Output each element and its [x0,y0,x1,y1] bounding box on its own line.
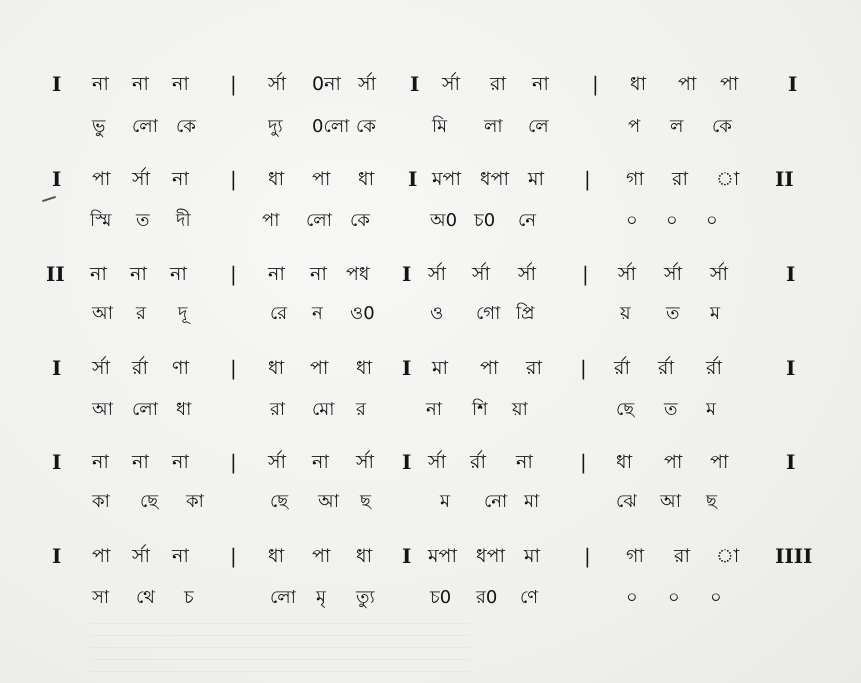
swara-note: পা [92,545,111,567]
swara-note: না [92,73,109,95]
lyric-syllable: দী [176,210,191,231]
lyric-syllable: চ0 [474,210,496,231]
bar-line: II [775,167,794,191]
lyric-syllable: সা [92,587,110,608]
swara-note: র্রা [614,357,630,379]
swara-note: পা [310,357,329,379]
bar-line: I [402,262,412,286]
swara-note: না [172,545,189,567]
swara-note: ধা [358,168,375,190]
lyric-syllable: প্রি [516,303,535,324]
bar-line: I [52,450,62,474]
swara-note: ধা [268,168,285,190]
lyric-syllable: ত [136,210,150,231]
lyric-syllable: না [426,399,442,420]
swara-note: না [172,168,189,190]
swara-note: গা [626,545,644,567]
lyric-syllable: রে [270,303,288,324]
swara-note: পা [710,451,729,473]
swara-note: র্সা [356,451,375,473]
beat-divider: | [580,450,587,474]
lyric-syllable: রা [270,399,286,420]
lyric-syllable: দ্যু [268,116,283,137]
lyric-syllable: মি [432,116,448,137]
swara-note: মা [528,168,545,190]
beat-divider: | [230,450,237,474]
swara-note: ধা [630,73,647,95]
swara-note: পা [312,545,331,567]
lyric-syllable: অ0 [430,210,458,231]
lyric-syllable: আ [660,491,681,512]
swara-note: রা [526,357,542,379]
swara-note: পা [92,168,111,190]
lyric-syllable: ০ [626,210,638,231]
lyric-syllable: আ [92,303,113,324]
swara-note: ধা [268,545,285,567]
lyric-syllable: মা [524,491,540,512]
bar-line: II [46,262,65,286]
swara-note: মপা [428,545,457,567]
beat-divider: | [580,356,587,380]
swara-note: পা [678,73,697,95]
lyric-syllable: লো [306,210,332,231]
lyric-syllable: নে [518,210,537,231]
lyric-syllable: কে [356,116,376,137]
bar-line: I [786,262,796,286]
lyric-syllable: গো [476,303,501,324]
swara-note: পা [720,73,739,95]
lyric-syllable: লা [484,116,503,137]
swara-note: র্সা [132,545,151,567]
swara-note: না [312,451,329,473]
lyric-syllable: মৃ [316,587,326,608]
lyric-syllable: ছে [270,491,289,512]
lyric-syllable: ণে [520,587,539,608]
lyric-syllable: লো [132,399,158,420]
lyric-syllable: ঝে [616,491,637,512]
swara-note: র্রা [658,357,674,379]
swara-note: পা [312,168,331,190]
bar-line: I [788,72,798,96]
lyric-syllable: প [628,116,641,137]
swara-note: ধা [356,545,373,567]
lyric-syllable: কা [92,491,110,512]
bar-line: I [52,167,62,191]
bar-line: I [52,356,62,380]
swara-note: র্সা [428,451,447,473]
lyric-syllable: ত [666,303,680,324]
lyric-syllable: ও0 [350,303,375,324]
beat-divider: | [230,544,237,568]
lyric-syllable: ম [706,399,716,420]
beat-divider: | [230,356,237,380]
lyric-syllable: কে [176,116,196,137]
lyric-syllable: ০ [710,587,722,608]
swara-note: না [268,263,285,285]
lyric-syllable: 0লো [312,116,350,137]
lyric-syllable: ০ [666,210,678,231]
swara-note: না [170,263,187,285]
lyric-syllable: ন [312,303,323,324]
swara-note: র্সা [268,451,287,473]
swara-note: র্সা [268,73,287,95]
lyric-syllable: চ0 [430,587,452,608]
bar-line: I [786,450,796,474]
lyric-syllable: ছে [616,399,635,420]
bar-line: I [402,356,412,380]
swara-note: ধপা [476,545,506,567]
swara-note: 0না [312,73,341,95]
lyric-syllable: থে [136,587,155,608]
swara-note: না [172,451,189,473]
swara-note: পা [480,357,499,379]
lyric-syllable: ভু [92,116,106,137]
lyric-syllable: ০ [706,210,718,231]
beat-divider: | [230,262,237,286]
lyric-syllable: কা [186,491,204,512]
swara-note: না [532,73,549,95]
swara-note: র্সা [518,263,537,285]
swara-note: র্সা [358,73,377,95]
lyric-syllable: র [356,399,366,420]
lyric-syllable: ত [664,399,678,420]
beat-divider: | [584,544,591,568]
lyric-syllable: আ [92,399,113,420]
swara-note: না [90,263,107,285]
swara-note: র্রা [706,357,722,379]
lyric-syllable: ম [710,303,720,324]
beat-divider: | [584,167,591,191]
swara-note: ণা [172,357,189,379]
swara-note: না [92,451,109,473]
bar-line: I [410,72,420,96]
swara-note: া [716,545,740,567]
lyric-syllable: ও [430,303,444,324]
ink-mark [42,196,56,202]
swara-note: রা [674,545,690,567]
swara-note: পধ [346,263,370,285]
swara-note: র্সা [442,73,461,95]
lyric-syllable: ছ [706,491,717,512]
bar-line: I [402,544,412,568]
lyric-syllable: পা [262,210,280,231]
swara-note: না [172,73,189,95]
swara-note: ধা [616,451,633,473]
swara-note: র্সা [132,168,151,190]
swara-note: া [716,168,740,190]
beat-divider: | [230,72,237,96]
bar-line: IIII [775,544,813,568]
swara-note: পা [664,451,683,473]
swara-note: র্সা [92,357,111,379]
swara-note: না [130,263,147,285]
lyric-syllable: নো [484,491,508,512]
lyric-syllable: ল [670,116,684,137]
swara-note: র্সা [710,263,729,285]
lyric-syllable: ০ [668,587,680,608]
swara-note: মপা [432,168,461,190]
lyric-syllable: র0 [476,587,498,608]
lyric-syllable: লো [270,587,296,608]
swara-note: র্সা [618,263,637,285]
swara-note: না [132,73,149,95]
swara-note: না [132,451,149,473]
lyric-syllable: লো [132,116,158,137]
bar-line: I [786,356,796,380]
lyric-syllable: য়া [512,399,528,420]
lyric-syllable: শি [472,399,488,420]
beat-divider: | [592,72,599,96]
swara-note: রা [490,73,506,95]
beat-divider: | [582,262,589,286]
lyric-syllable: আ [318,491,339,512]
swara-note: র্সা [472,263,491,285]
swara-note: ধা [268,357,285,379]
lyric-syllable: কে [350,210,370,231]
lyric-syllable: ছে [140,491,159,512]
lyric-syllable: স্মি [90,210,112,231]
swara-note: র্সা [664,263,683,285]
swara-note: ধপা [480,168,510,190]
lyric-syllable: চ [184,587,194,608]
swara-note: মা [524,545,541,567]
lyric-syllable: র [136,303,146,324]
bar-line: I [52,544,62,568]
lyric-syllable: দূ [178,303,188,324]
lyric-syllable: ০ [626,587,638,608]
swara-note: র্রা [470,451,486,473]
swara-note: মা [432,357,449,379]
lyric-syllable: ছ [360,491,371,512]
swara-note: ধা [356,357,373,379]
bar-line: I [402,450,412,474]
lyric-syllable: ত্যু [356,587,375,608]
faded-bleed-through [90,612,470,672]
swara-note: র্সা [428,263,447,285]
lyric-syllable: কে [712,116,732,137]
swara-note: না [310,263,327,285]
swara-note: গা [626,168,644,190]
swara-note: র্রা [132,357,148,379]
lyric-syllable: য় [620,303,631,324]
lyric-syllable: ম [440,491,450,512]
bar-line: I [408,167,418,191]
beat-divider: | [230,167,237,191]
lyric-syllable: লে [528,116,549,137]
swara-note: রা [672,168,688,190]
swara-note: না [516,451,533,473]
lyric-syllable: ধা [176,399,192,420]
lyric-syllable: মো [312,399,335,420]
bar-line: I [52,72,62,96]
